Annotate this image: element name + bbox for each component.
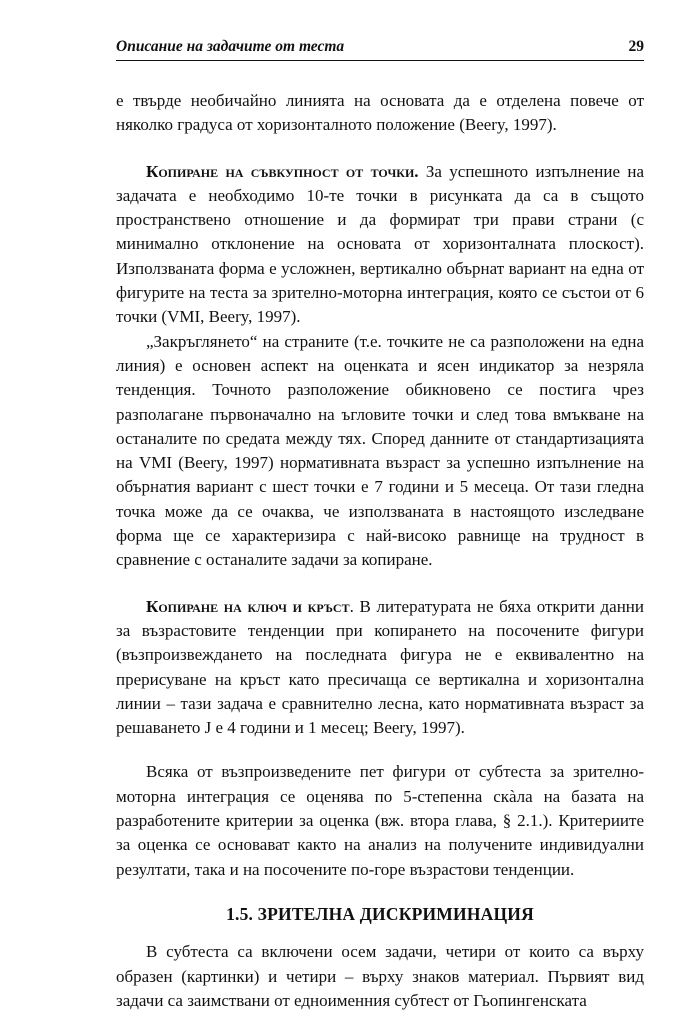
header-title: Описание на задачите от теста [116,38,345,55]
paragraph-key-cross [116,595,644,741]
paragraph-dot-copying [116,160,644,330]
paragraph-discrimination: В субтеста са включени осем задачи, четири от които са върху образен (картинки) и четири – върху знаков материал. Първият вид задачи са заимствани от едноименния субтест от Гьопингенската [116,942,644,1010]
paragraph-continuation: е твърде необичайно линията на основата да е отделена повече от няколко градуса от хоризонталното положение (Beery, 1997). [116,91,644,135]
section-title: 1.5. ЗРИТЕЛНА ДИСКРИМИНАЦИЯ [226,903,534,924]
paragraph-scoring: Всяка от възпроизведените пет фигури от субтеста за зрително-моторна интеграция се оценява по 5-степенна скàла на базата на разработените критерии за оценка (вж. втора глава, § 2.1.). Критериите за оценка се основават както на анализ на получените индивидуални резултати, така и на посочените по-горе възрастови тенденции. [116,762,644,879]
page-number: 29 [628,38,644,55]
paragraph-key-cross-body: . В литературата не бяха открити данни за възрастовите тенденции при копирането на посочените фигури (възпроизвеждането на последната фигура не е еквивалентно на прерисуване на кръст като пресичаща се вертикална и хоризонтална линии – тази задача е сравнително лесна, като нормативната възраст за решаването Ј е 4 години и 1 месец; Beery, 1997). [116,596,644,738]
paragraph-dot-copying-body: За успешното изпълнение на задачата е необходимо 10-те точки в рисунката да са в същото пространствено отношение и да формират три прави страни (с минимално отклонение на основата от хоризонталната плоскост). Използваната форма е усложнен, вертикално обърнат вариант на една от фигурите на теста за зрително-моторна интеграция, която се състои от 6 точки (VMI, Beery, 1997). [116,161,644,327]
header-rule [116,60,644,61]
paragraph-rounding: „Закръглянето“ на страните (т.е. точките не са разположени на една линия) е основен аспект на оценката и ясен индикатор за незряла тенденция. Точното разположение обикновено се постига чрез разполагане първоначално на ъгловите точки и след това вмъкване на останалите по средата между тях. Според данните от стандартизацията на VMI (Beery, 1997) нормативната възраст за успешно изпълнение на обърнатия вариант с шест точки е 7 години и 5 месеца. От тази гледна точка може да се очаква, че използваната в настоящото изследване форма ще се характеризира с най-високо равнище на трудност в сравнение с останалите задачи за копиране. [116,331,644,570]
running-header [116,36,644,60]
run-in-heading-key-cross: Копиране на ключ и кръст [146,596,350,616]
run-in-heading-dots: Копиране на съвкупност от точки. [146,161,419,181]
body-text [116,89,644,1013]
